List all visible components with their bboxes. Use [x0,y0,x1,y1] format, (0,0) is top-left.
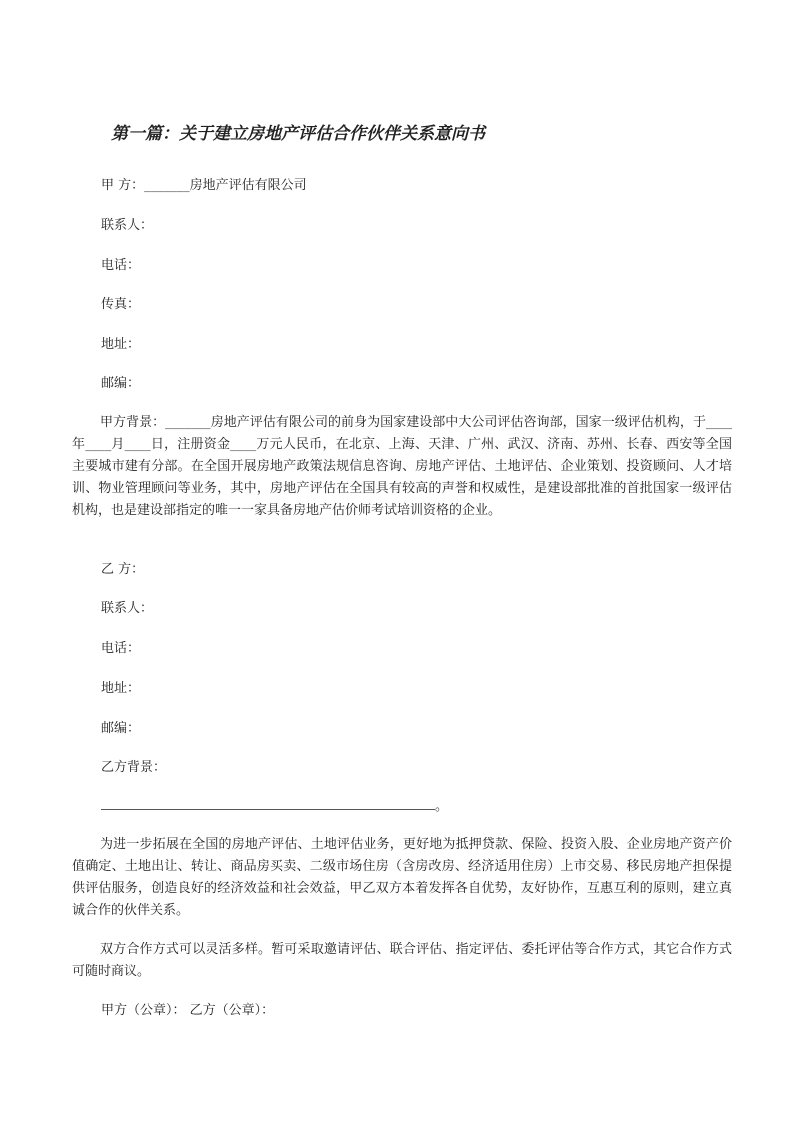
party-b-phone: 电话： [101,641,141,656]
party-a-name: 甲 方：_______房地产评估有限公司 [101,178,307,193]
signature-line: 甲方（公章）： 乙方（公章）： [101,1003,275,1018]
party-b-background-label: 乙方背景： [101,760,167,775]
party-a-phone: 电话： [101,258,141,273]
blank-underline [101,797,435,810]
party-a-contact: 联系人： [101,218,154,233]
party-a-address: 地址： [101,337,141,352]
document-title: 第一篇：关于建立房地产评估合作伙伴关系意向书 [111,124,485,144]
party-a-postcode: 邮编： [101,376,141,391]
party-b-postcode: 邮编： [101,721,141,736]
party-b-address: 地址： [101,681,141,696]
party-b-name: 乙 方： [101,562,145,577]
cooperation-mode-paragraph: 双方合作方式可以灵活多样。暂可采取邀请评估、联合评估、指定评估、委托评估等合作方式，其它合作方式可随时商议。 [72,942,732,979]
party-b-contact: 联系人： [101,601,154,616]
cooperation-purpose-paragraph: 为进一步拓展在全国的房地产评估、土地评估业务，更好地为抵押贷款、保险、投资入股、企业房地产资产价值确定、土地出让、转让、商品房买卖、二级市场住房（含房改房、经济适用住房）上市交易、移民房地产担保提供评估服务，创造良好的经济效益和社会效益，甲乙双方本着发挥各自优势，友好协作，互惠互利的原则，建立真诚合作的伙伴关系。 [72,837,732,918]
party-a-background: 甲方背景：_______房地产评估有限公司的前身为国家建设部中大公司评估咨询部，国家一级评估机构，于____年____月____日，注册资金____万元人民币，在北京、上海、天津、广州、武汉、济南、苏州、长春、西安等全国主要城市建有分部。在全国开展房地产政策法规信息咨询、房地产评估、土地评估、企业策划、投资顾问、人才培训、物业管理顾问等业务，其中，房地产评估在全国具有较高的声誉和权威性，是建设部批准的首批国家一级评估机构，也是建设部指定的唯一一家具备房地产估价师考试培训资格的企业。 [72,415,732,518]
party-a-fax: 传真： [101,297,141,312]
blank-end-mark: 。 [435,799,449,814]
party-b-background-blank [101,797,448,817]
